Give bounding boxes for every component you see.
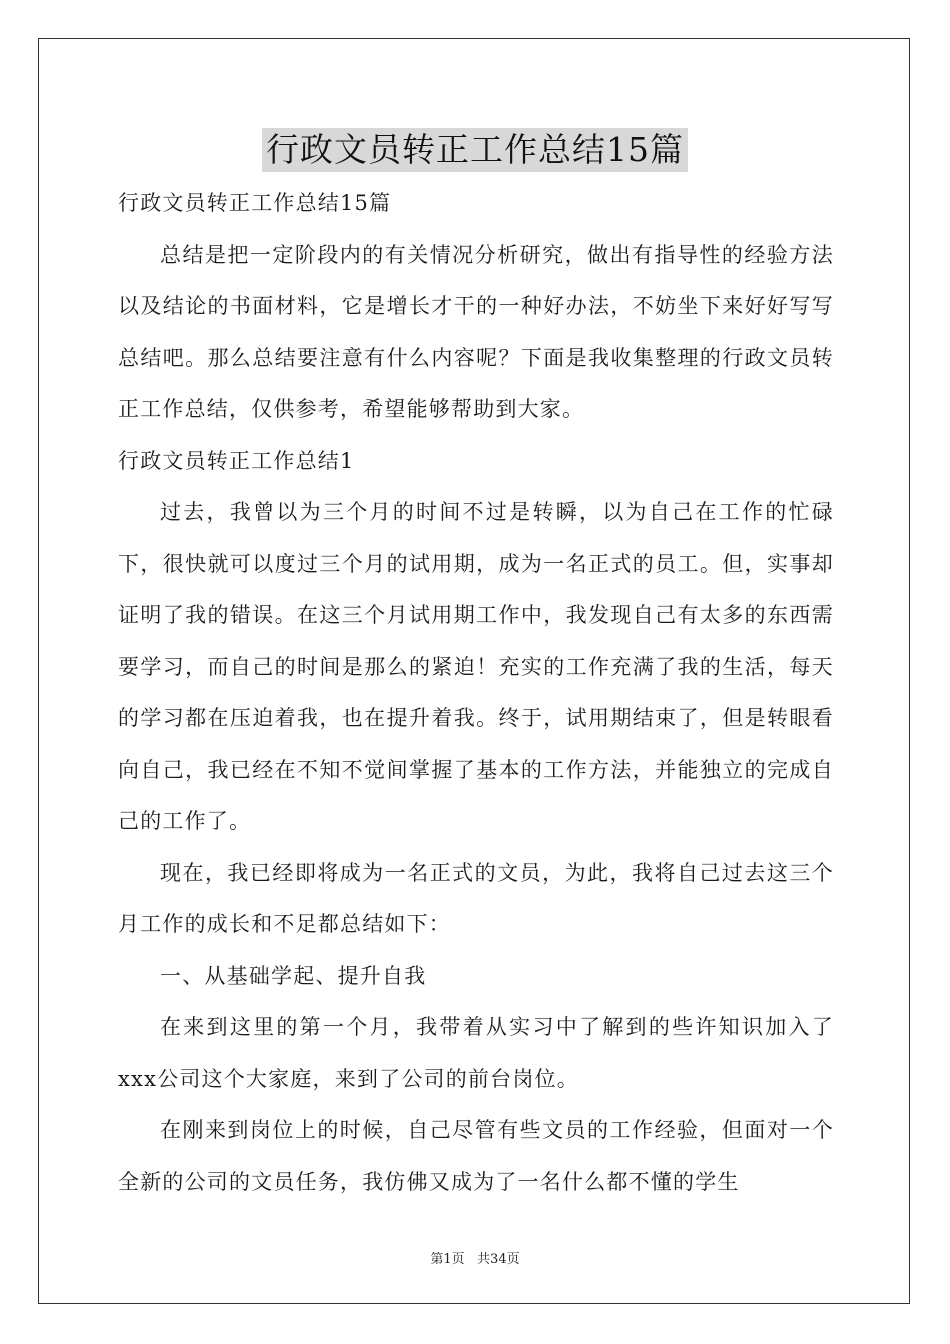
document-title: 行政文员转正工作总结15篇: [262, 128, 688, 172]
paragraph: 行政文员转正工作总结15篇: [118, 191, 392, 215]
title-container: [0, 128, 950, 172]
paragraph: 现在，我已经即将成为一名正式的文员，为此，我将自己过去这三个月工作的成长和不足都总结如下：: [118, 860, 834, 936]
paragraph: 在来到这里的第一个月，我带着从实习中了解到的些许知识加入了xxx公司这个大家庭，来到了公司的前台岗位。: [118, 1015, 834, 1091]
subheading: 一、从基础学起、提升自我: [160, 963, 427, 988]
page-footer: [0, 1248, 950, 1267]
section-heading: 行政文员转正工作总结1: [118, 448, 355, 473]
paragraph: 在刚来到岗位上的时候，自己尽管有些文员的工作经验，但面对一个全新的公司的文员任务，我仿佛又成为了一名什么都不懂的学生: [118, 1118, 834, 1194]
document-body: [118, 178, 834, 1208]
page-number: 第1页 共34页: [430, 1252, 520, 1267]
paragraph: 过去，我曾以为三个月的时间不过是转瞬，以为自己在工作的忙碌下，很快就可以度过三个月的试用期，成为一名正式的员工。但，实事却证明了我的错误。在这三个月试用期工作中，我发现自己有太多的东西需要学习，而自己的时间是那么的紧迫！充实的工作充满了我的生活，每天的学习都在压迫着我，也在提升着我。终于，试用期结束了，但是转眼看向自己，我已经在不知不觉间掌握了基本的工作方法，并能独立的完成自己的工作了。: [118, 500, 834, 833]
paragraph: 总结是把一定阶段内的有关情况分析研究，做出有指导性的经验方法以及结论的书面材料，它是增长才干的一种好办法，不妨坐下来好好写写总结吧。那么总结要注意有什么内容呢？下面是我收集整理的行政文员转正工作总结，仅供参考，希望能够帮助到大家。: [118, 242, 834, 421]
